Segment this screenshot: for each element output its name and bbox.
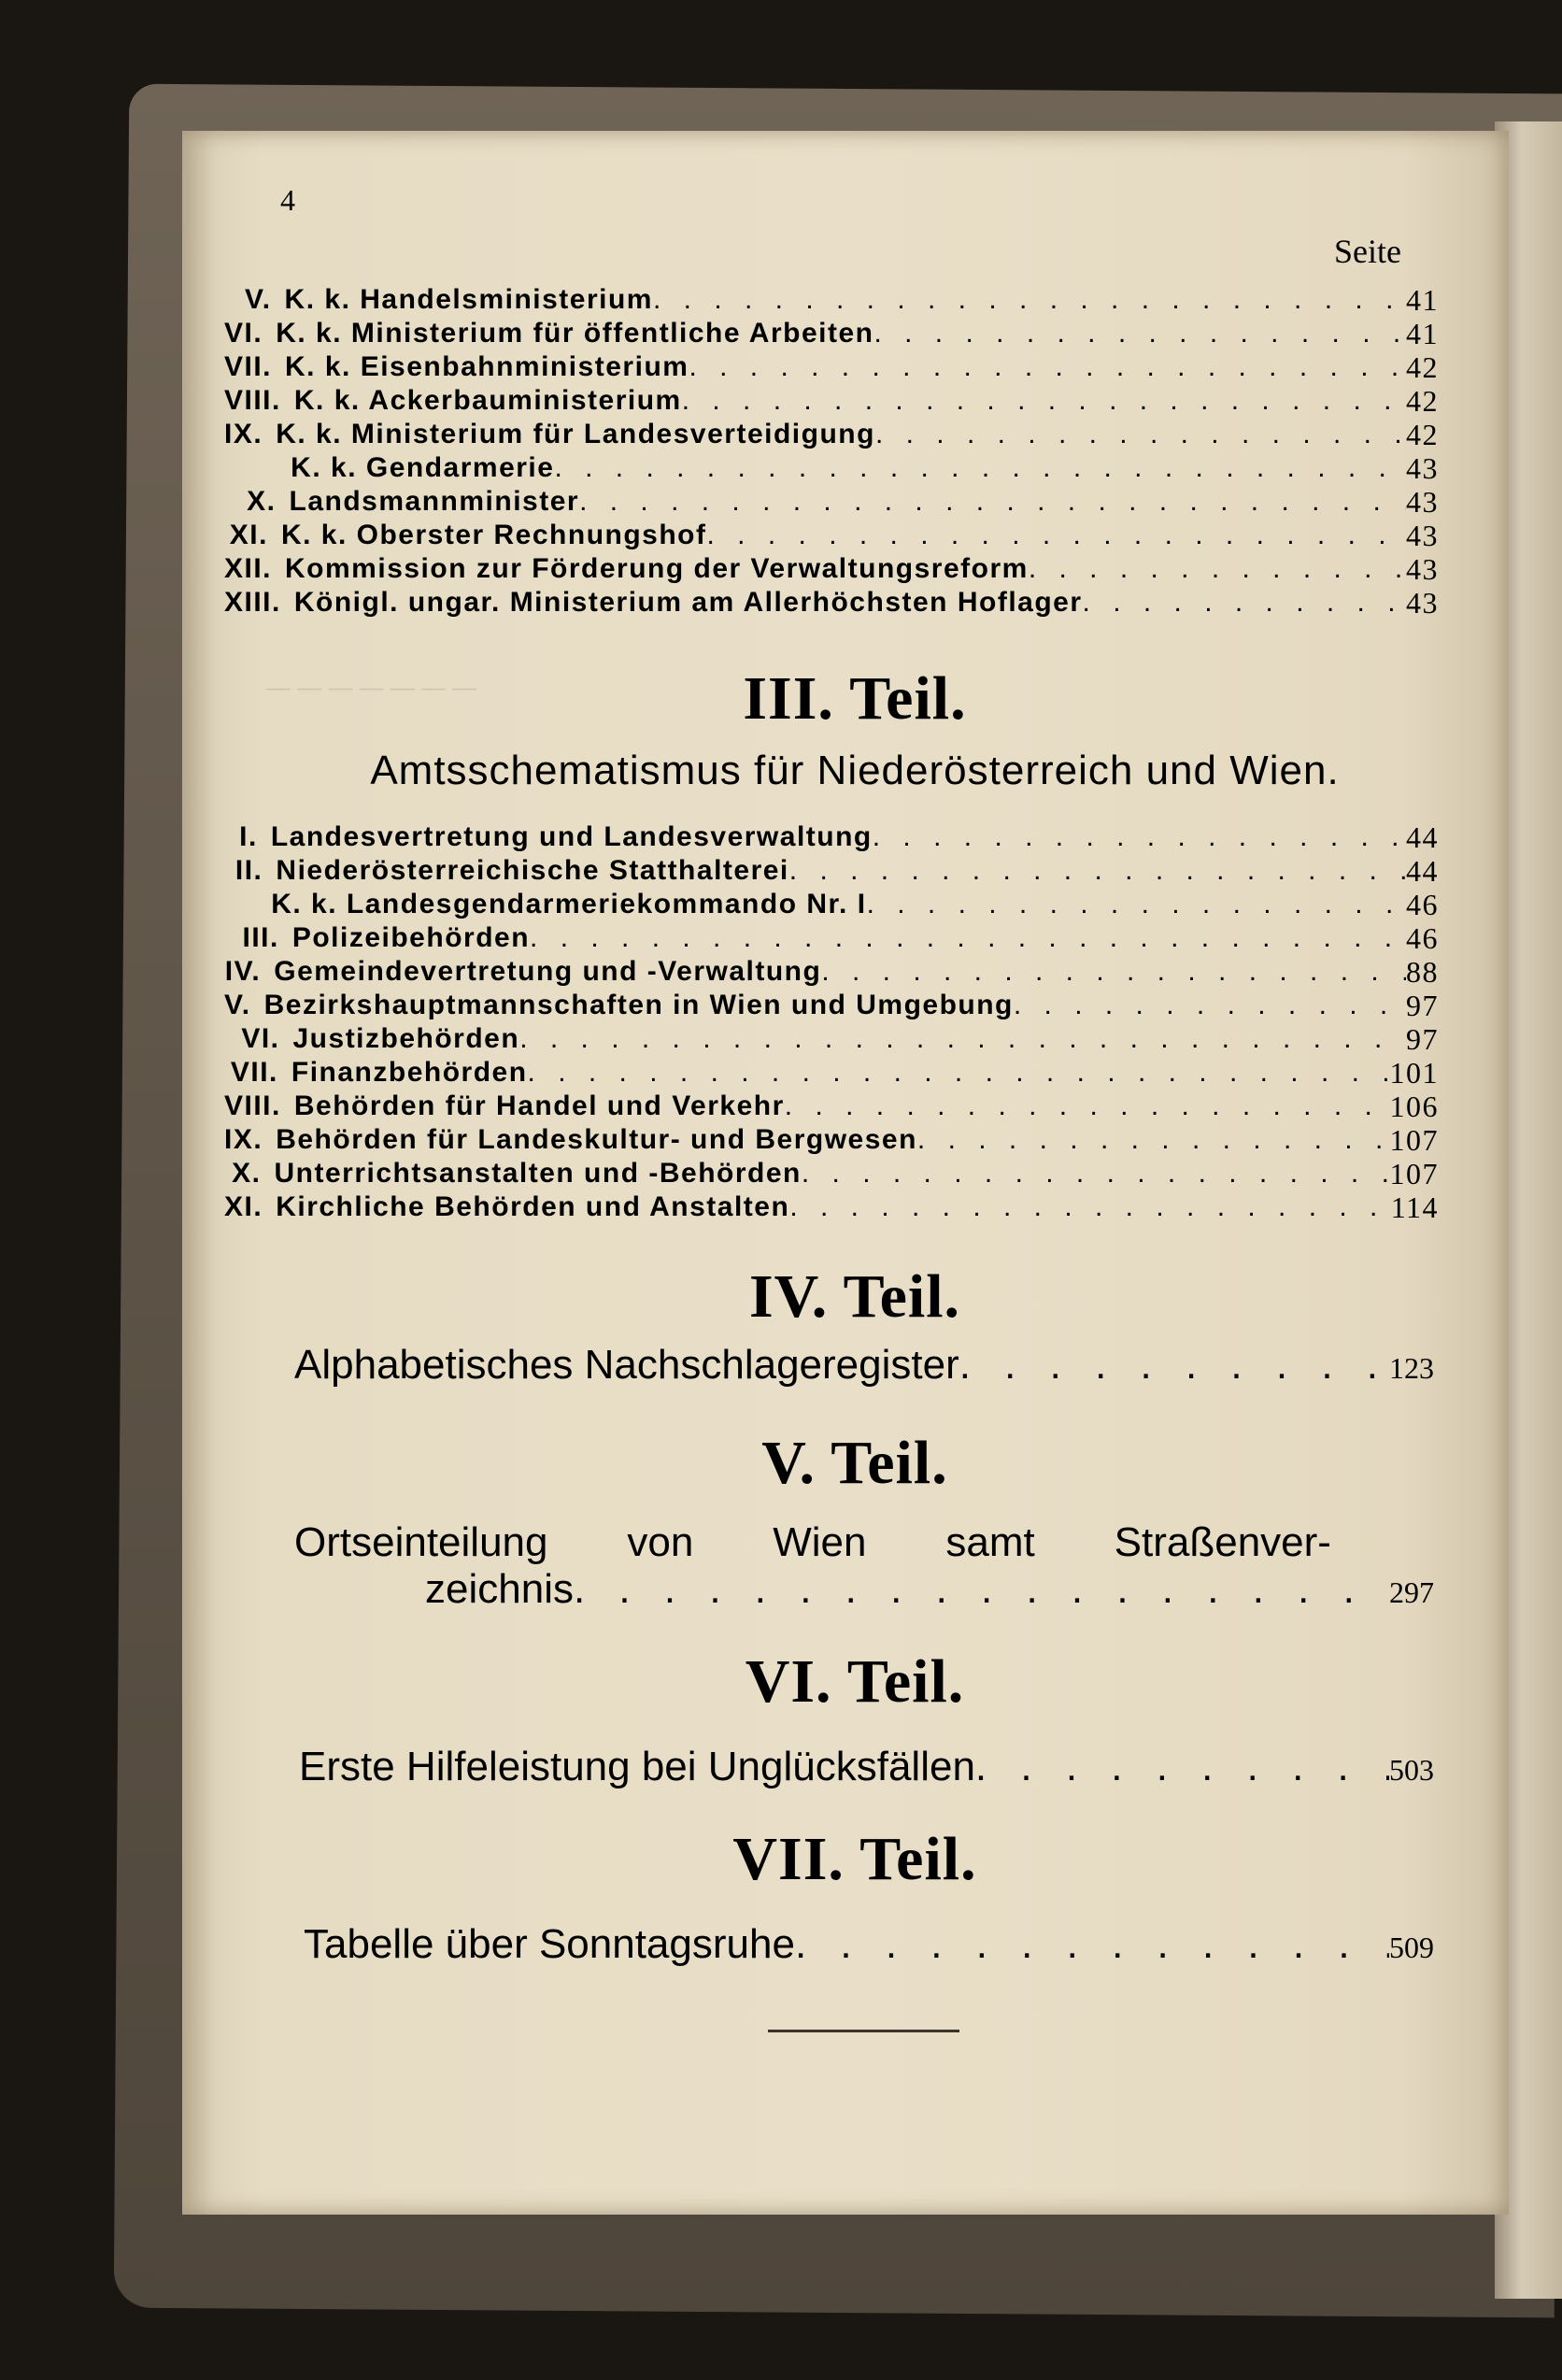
bleed-through-text: — — — — — — —	[266, 673, 477, 701]
leader-dots	[530, 920, 1406, 956]
entry-page: 107	[1389, 1123, 1439, 1157]
toc-entry	[224, 417, 1439, 452]
toc-entry	[224, 819, 1439, 855]
entry-title: Polizeibehörden	[291, 922, 531, 953]
title-word: Wien	[773, 1519, 867, 1565]
entry-number: X.	[232, 1158, 262, 1189]
leader-dots	[574, 1564, 1389, 1620]
toc-entry	[224, 1122, 1439, 1158]
leader-dots	[917, 1122, 1390, 1158]
toc-entry	[224, 585, 1439, 620]
toc-entry-part-four	[294, 1340, 1434, 1396]
leader-dots	[875, 417, 1406, 452]
entry-page: 503	[1389, 1753, 1434, 1787]
entry-number: V.	[224, 990, 251, 1020]
entry-page: 41	[1406, 317, 1439, 350]
toc-entry	[224, 954, 1439, 990]
entry-title: K. k. Ministerium für öffentliche Arbeiten	[276, 318, 874, 349]
toc-entry	[224, 518, 1439, 553]
entry-title: Niederösterreichische Statthalterei	[276, 855, 789, 886]
entry-page: 97	[1406, 1022, 1439, 1056]
leader-dots	[873, 819, 1406, 855]
entry-title: Tabelle über Sonntagsruhe	[304, 1921, 795, 1967]
column-header-seite: Seite	[1334, 233, 1401, 270]
entry-number	[224, 450, 291, 486]
toc-entry	[224, 1055, 1439, 1090]
toc-entry	[224, 988, 1439, 1023]
entry-page: 106	[1389, 1090, 1439, 1123]
toc-entry	[224, 920, 1439, 956]
toc-entry	[224, 450, 1439, 486]
entry-title: Justizbehörden	[292, 1023, 520, 1054]
toc-entry	[224, 887, 1439, 922]
entry-number: V.	[244, 284, 272, 315]
entry-number: VI.	[241, 1023, 280, 1054]
entry-page: 88	[1406, 955, 1439, 989]
entry-page: 114	[1390, 1190, 1439, 1224]
entry-page: 123	[1389, 1351, 1434, 1385]
leader-dots	[689, 349, 1406, 385]
part-three-heading: III. Teil.	[743, 664, 967, 733]
part-five-heading: V. Teil.	[761, 1429, 948, 1497]
entry-title: Königl. ungar. Ministerium am Allerhöchsten Hoflager	[293, 587, 1083, 618]
entry-page: 42	[1406, 384, 1439, 418]
entry-number: IV.	[224, 956, 262, 987]
entry-number: XIII.	[224, 587, 281, 618]
entry-number: X.	[247, 486, 277, 517]
leader-dots	[789, 1190, 1390, 1225]
entry-number: VII.	[224, 351, 273, 382]
title-word: Straßenver-	[1114, 1519, 1331, 1565]
entry-page: 43	[1406, 451, 1439, 485]
entry-title: Gemeindevertretung und -Verwaltung	[274, 956, 822, 987]
entry-number	[224, 887, 271, 922]
entry-page: 43	[1406, 552, 1439, 586]
leader-dots	[707, 518, 1406, 553]
toc-entry	[224, 484, 1439, 520]
entry-title: Behörden für Handel und Verkehr	[293, 1090, 785, 1121]
toc-entry	[224, 383, 1439, 419]
entry-number: VII.	[230, 1057, 278, 1088]
entry-page: 43	[1406, 519, 1439, 552]
toc-entry-part-seven	[304, 1919, 1434, 1975]
entry-title: Erste Hilfeleistung bei Unglücksfällen	[299, 1744, 975, 1789]
title-word: samt	[945, 1519, 1035, 1565]
entry-title: Landesvertretung und Landesverwaltung	[270, 821, 873, 852]
entry-page: 44	[1406, 854, 1439, 888]
entry-title: Behörden für Landeskultur- und Bergwesen	[276, 1124, 917, 1155]
leader-dots	[1029, 551, 1406, 587]
part-three-subtitle: Amtsschematismus für Niederösterreich und Wien.	[370, 748, 1340, 793]
leader-dots	[975, 1742, 1389, 1798]
title-word: Ortseinteilung	[294, 1519, 548, 1565]
entry-title: K. k. Landesgendarmeriekommando Nr. I	[271, 889, 867, 919]
leader-dots	[785, 1089, 1390, 1124]
leader-dots	[519, 1021, 1406, 1057]
entry-number: III.	[242, 922, 279, 953]
toc-entry-part-six	[299, 1742, 1434, 1798]
entry-number: IX.	[224, 419, 263, 449]
leader-dots	[528, 1055, 1390, 1090]
entry-page: 97	[1406, 989, 1439, 1022]
leader-dots	[821, 954, 1406, 990]
entry-title: Kommission zur Förderung der Verwaltungsreform	[285, 553, 1029, 584]
leader-dots	[1083, 585, 1406, 620]
entry-page: 101	[1389, 1056, 1439, 1090]
leader-dots	[802, 1156, 1390, 1191]
leader-dots	[579, 484, 1406, 520]
entry-title: K. k. Ackerbauministerium	[293, 385, 682, 416]
entry-page: 44	[1406, 820, 1439, 854]
entry-title: Landsmannminister	[289, 486, 580, 517]
entry-number: IX.	[224, 1124, 263, 1155]
entry-title: K. k. Eisenbahnministerium	[285, 351, 689, 382]
toc-entry	[224, 853, 1439, 889]
entry-title: K. k. Oberster Rechnungshof	[280, 520, 707, 550]
leader-dots	[795, 1919, 1389, 1975]
leader-dots	[554, 450, 1406, 486]
part-four-heading: IV. Teil.	[748, 1262, 961, 1331]
part-seven-heading: VII. Teil.	[732, 1825, 977, 1893]
end-rule	[768, 2030, 959, 2032]
justified-title	[294, 1518, 1331, 1568]
title-word: von	[627, 1519, 694, 1565]
toc-entry	[224, 282, 1439, 318]
leader-dots	[1014, 988, 1406, 1023]
entry-page: 42	[1406, 418, 1439, 451]
entry-page: 41	[1406, 283, 1439, 317]
entry-page: 509	[1389, 1931, 1434, 1964]
entry-number: VI.	[224, 318, 263, 349]
entry-title: Bezirkshauptmannschaften in Wien und Umgebung	[263, 990, 1014, 1020]
toc-entry-part-five-line1	[294, 1518, 1434, 1568]
entry-page: 107	[1389, 1157, 1439, 1190]
toc-entry	[224, 349, 1439, 385]
entry-number: XI.	[229, 520, 268, 550]
entry-number: II.	[234, 855, 263, 886]
leader-dots	[873, 316, 1406, 351]
entry-page: 43	[1406, 485, 1439, 519]
toc-entry	[224, 316, 1439, 351]
entry-title: Unterrichtsanstalten und -Behörden	[274, 1158, 802, 1189]
leader-dots	[653, 282, 1406, 318]
entry-title: Kirchliche Behörden und Anstalten	[276, 1191, 790, 1222]
toc-entry	[224, 1089, 1439, 1124]
leader-dots	[789, 853, 1406, 889]
leader-dots	[867, 887, 1406, 922]
entry-title: Finanzbehörden	[291, 1057, 528, 1088]
entry-number: VIII.	[224, 385, 281, 416]
entry-number: XI.	[224, 1191, 263, 1222]
entry-title: K. k. Gendarmerie	[291, 452, 555, 483]
entry-page: 46	[1406, 921, 1439, 955]
toc-entry	[224, 1021, 1439, 1057]
leader-dots	[959, 1340, 1389, 1396]
entry-title: K. k. Ministerium für Landesverteidigung	[276, 419, 875, 449]
leader-dots	[682, 383, 1406, 419]
entry-number: VIII.	[224, 1090, 281, 1121]
entry-title: Alphabetisches Nachschlageregister	[294, 1342, 959, 1388]
toc-entry	[224, 1190, 1439, 1225]
toc-entry	[224, 551, 1439, 587]
part-six-heading: VI. Teil.	[745, 1647, 965, 1716]
entry-page: 46	[1406, 888, 1439, 921]
entry-number: I.	[239, 821, 258, 852]
entry-page: 297	[1389, 1575, 1434, 1609]
page-number: 4	[280, 183, 295, 217]
toc-entry	[224, 1156, 1439, 1191]
entry-title: K. k. Handelsministerium	[284, 284, 653, 315]
toc-entry-part-five-line2	[425, 1564, 1434, 1620]
entry-title: zeichnis	[425, 1566, 574, 1612]
entry-number: XII.	[224, 553, 273, 584]
entry-page: 43	[1406, 586, 1439, 620]
entry-page: 42	[1406, 350, 1439, 384]
